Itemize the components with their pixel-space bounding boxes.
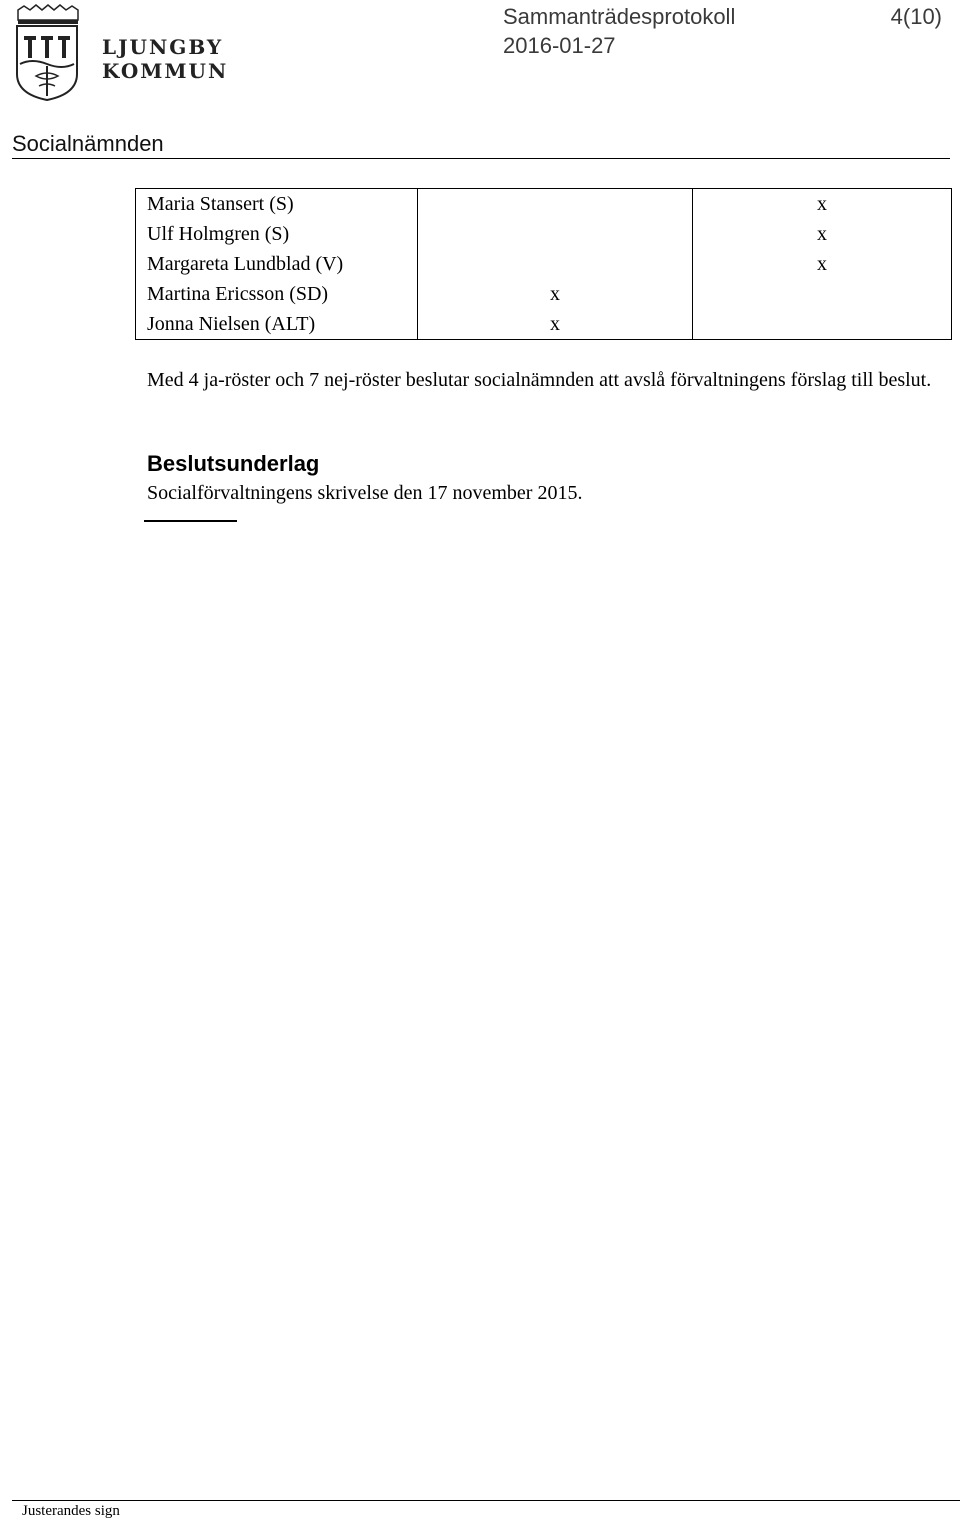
member-names-cell [136, 189, 418, 340]
footer-divider [12, 1500, 960, 1501]
vote-table [135, 188, 952, 340]
decision-paragraph: Med 4 ja-röster och 7 nej-röster beslutar socialnämnden att avslå förvaltningens förslag till beslut. [147, 369, 932, 391]
ja-votes-cell [418, 189, 693, 340]
member-name: Jonna Nielsen (ALT) [147, 313, 316, 335]
ja-mark [418, 189, 692, 219]
member-name: Martina Ericsson (SD) [147, 283, 329, 305]
coat-of-arms-icon [12, 4, 82, 102]
document-date: 2016-01-27 [503, 33, 616, 58]
nej-votes-cell [693, 189, 952, 340]
member-name: Ulf Holmgren (S) [147, 223, 290, 245]
basis-paragraph: Socialförvaltningens skrivelse den 17 november 2015. [147, 482, 583, 504]
vote-table-row [136, 189, 952, 340]
page-number: 4(10) [890, 4, 942, 29]
municipality-name-line2: KOMMUN [102, 59, 229, 83]
nej-mark [693, 309, 951, 339]
department-name: Socialnämnden [12, 131, 164, 156]
section-end-rule [144, 520, 237, 522]
municipality-name-line1: LJUNGBY [102, 35, 224, 59]
ja-mark [418, 219, 692, 249]
ja-mark [418, 249, 692, 279]
ja-mark: x [550, 283, 560, 305]
ja-mark: x [550, 313, 560, 335]
signature-label: Justerandes sign [22, 1503, 120, 1519]
municipality-logo [12, 4, 229, 102]
nej-mark [693, 279, 951, 309]
header-divider [12, 158, 950, 159]
member-name: Margareta Lundblad (V) [147, 253, 344, 275]
nej-mark: x [817, 253, 827, 275]
document-title: Sammanträdesprotokoll [503, 4, 736, 29]
nej-mark: x [817, 223, 827, 245]
basis-heading: Beslutsunderlag [147, 451, 320, 476]
nej-mark: x [817, 193, 827, 215]
member-name: Maria Stansert (S) [147, 193, 294, 215]
